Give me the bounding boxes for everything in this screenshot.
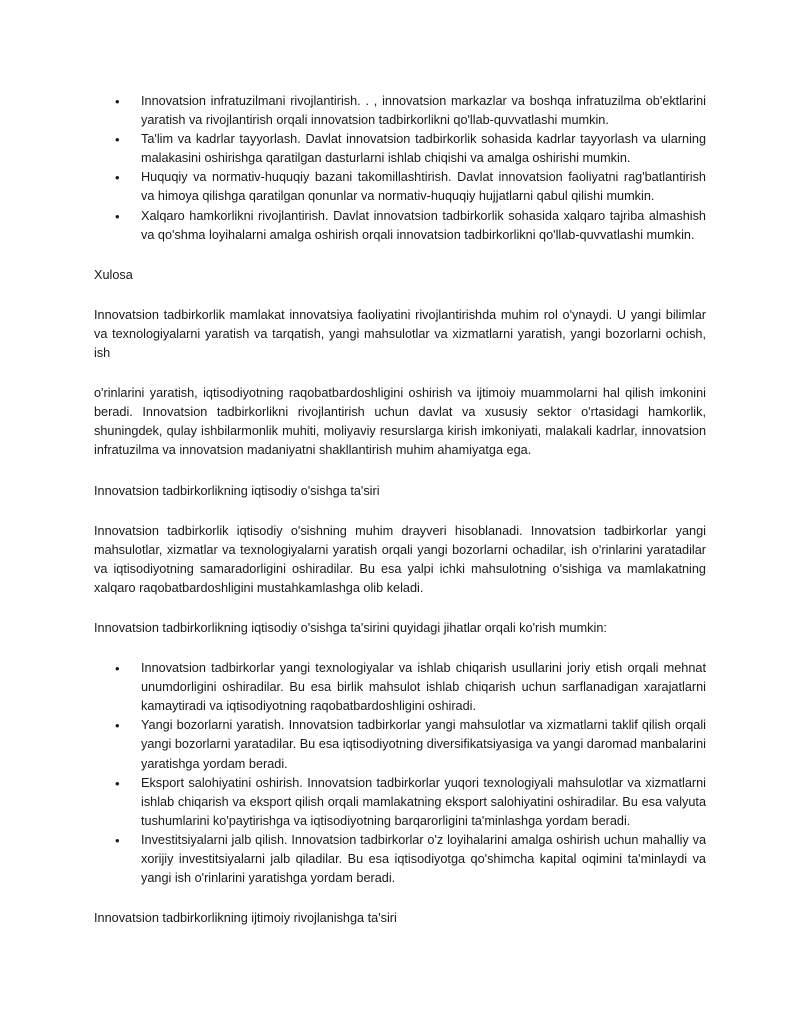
list-item: • Ta'lim va kadrlar tayyorlash. Davlat innovatsion tadbirkorlik sohasida kadrlar tayyorlash va ularning malakasini oshirishga qaratilgan dasturlarni ishlab chiqishi va amalga oshirishi mumkin.	[94, 130, 706, 168]
list-item: • Eksport salohiyatini oshirish. Innovatsion tadbirkorlar yuqori texnologiyali mahsulotlar va xizmatlarni ishlab chiqarish va eksport qilish orqali mamlakatning eksport salohiyatini oshiradilar. Bu esa valyuta tushumlarini ko'paytirishga va iqtisodiyotning barqarorligini ta'minlashga yordam beradi.	[94, 774, 706, 831]
list-item: • Investitsiyalarni jalb qilish. Innovatsion tadbirkorlar o'z loyihalarini amalga oshirish uchun mahalliy va xorijiy investitsiyalarni jalb qiladilar. Bu esa iqtisodiyotga qo'shimcha kapital oqimini ta'minlaydi va yangi ish o'rinlarini yaratishga yordam beradi.	[94, 831, 706, 888]
list-item: • Yangi bozorlarni yaratish. Innovatsion tadbirkorlar yangi mahsulotlar va xizmatlarni taklif qilish orqali yangi bozorlarni yaratadilar. Bu esa iqtisodiyotning diversifikatsiyasiga va yangi daromad manbalarini yaratishga yordam beradi.	[94, 716, 706, 773]
state-support-list	[94, 92, 706, 245]
conclusion-paragraph-1: Innovatsion tadbirkorlik mamlakat innovatsiya faoliyatini rivojlantirishda muhim rol o'ynaydi. U yangi bilimlar va texnologiyalarni yaratish va tarqatish, yangi mahsulotlar va xizmatlarni yaratish, yangi bozorlarni ochish, ish	[94, 307, 706, 361]
economic-paragraph: Innovatsion tadbirkorlik iqtisodiy o'sishning muhim drayveri hisoblanadi. Innovatsion tadbirkorlar yangi mahsulotlar, xizmatlar va texnologiyalarni yaratish orqali yangi bozorlarni ochadilar, ish o'rinlarini yaratadilar va iqtisodiyotning samaradorligini oshiradilar. Bu esa yalpi ichki mahsulotning o'sishiga va mamlakatning xalqaro raqobatbardoshligini mustahkamlashga olib keladi.	[94, 523, 706, 595]
list-item: • Innovatsion tadbirkorlar yangi texnologiyalar va ishlab chiqarish usullarini joriy etish orqali mehnat unumdorligini oshiradilar. Bu esa birlik mahsulot ishlab chiqarish uchun sarflanadigan xarajatlarni kamaytiradi va iqtisodiyotning raqobatbardoshligini oshiradi.	[94, 659, 706, 716]
document-page	[94, 92, 706, 928]
conclusion-heading: Xulosa	[94, 267, 133, 282]
economic-heading: Innovatsion tadbirkorlikning iqtisodiy o'sishga ta'siri	[94, 483, 380, 498]
list-item: • Huquqiy va normativ-huquqiy bazani takomillashtirish. Davlat innovatsion faoliyatni rag'batlantirish va himoya qilishga qaratilgan qonunlar va normativ-huquqiy hujjatlarni qabul qilishi mumkin.	[94, 168, 706, 206]
list-item: • Xalqaro hamkorlikni rivojlantirish. Davlat innovatsion tadbirkorlik sohasida xalqaro tajriba almashish va qo'shma loyihalarni amalga oshirish orqali innovatsion tadbirkorlikni qo'llab-quvvatlashi mumkin.	[94, 207, 706, 245]
economic-impact-list	[94, 659, 706, 888]
conclusion-paragraph-2: o'rinlarini yaratish, iqtisodiyotning raqobatbardoshligini oshirish va ijtimoiy muammolarni hal qilish imkonini beradi. Innovatsion tadbirkorlikni rivojlantirish uchun davlat va xususiy sektor o'rtasidagi hamkorlik, shuningdek, qulay ishbilarmonlik muhiti, moliyaviy resurslarga kirish imkoniyati, malakali kadrlar, innovatsion infratuzilma va innovatsion madaniyatni shakllantirish muhim ahamiyatga ega.	[94, 386, 706, 458]
list-item: • Innovatsion infratuzilmani rivojlantirish. . , innovatsion markazlar va boshqa infratuzilma ob'ektlarini yaratish va rivojlantirish orqali innovatsion tadbirkorlikni qo'llab-quvvatlashi mumkin.	[94, 92, 706, 130]
social-heading: Innovatsion tadbirkorlikning ijtimoiy rivojlanishga ta'siri	[94, 911, 397, 926]
economic-list-intro: Innovatsion tadbirkorlikning iqtisodiy o'sishga ta'sirini quyidagi jihatlar orqali ko'rish mumkin:	[94, 620, 607, 635]
